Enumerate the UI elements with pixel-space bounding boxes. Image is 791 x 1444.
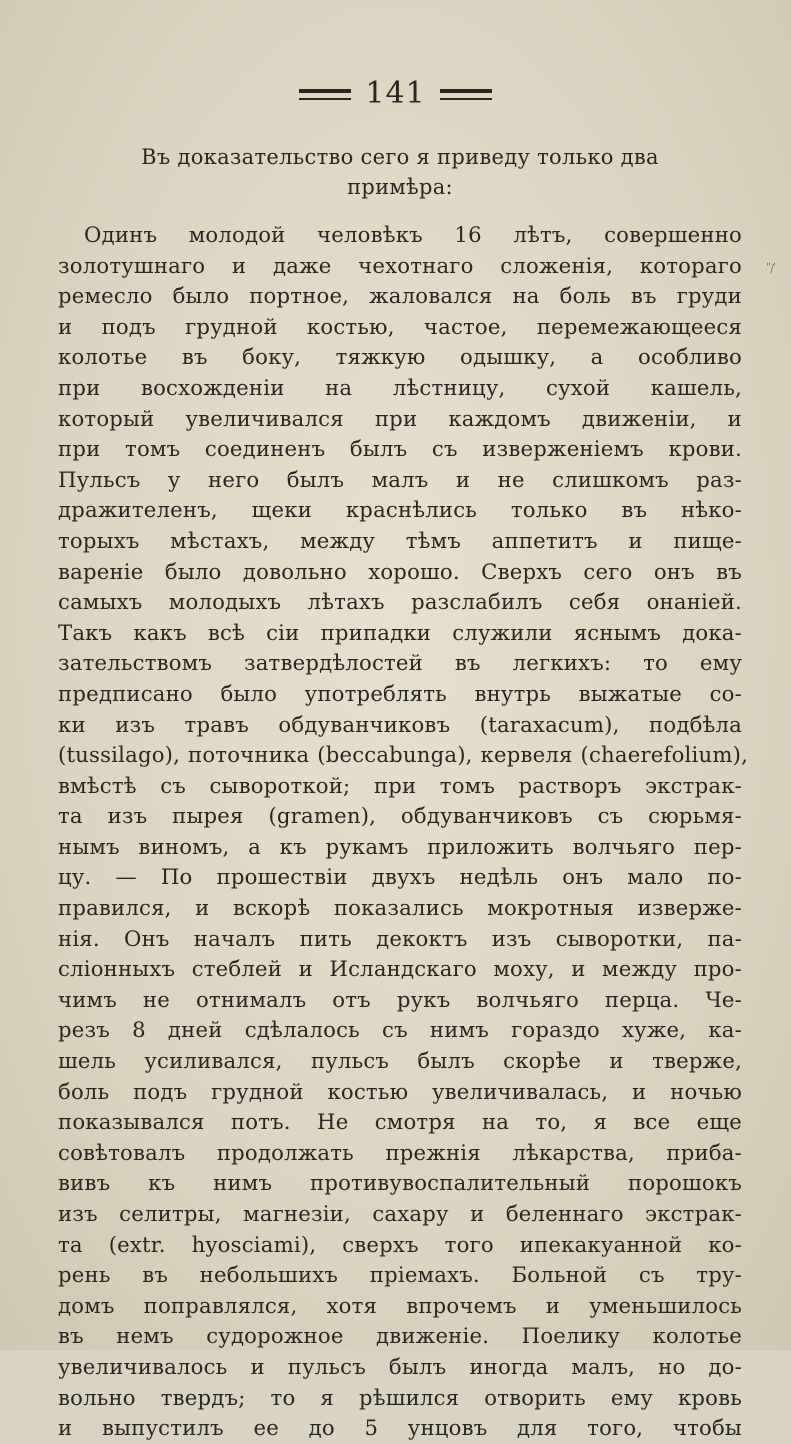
body-line: правился, и вскорѣ показались мокротныя изверже- <box>58 895 742 921</box>
body-line: предписано было употреблять внутрь выжатые со- <box>58 680 742 706</box>
body-paragraph <box>58 220 749 1444</box>
body-line: чимъ не отнималъ отъ рукъ волчьяго перца. Че- <box>58 986 742 1012</box>
body-line: вольно твердъ; то я рѣшился отворить ему кровь <box>58 1384 742 1410</box>
body-line: ки изъ травъ обдуванчиковъ (taraxacum), подбѣла <box>58 711 742 737</box>
body-line: и подъ грудной костью, частое, перемежающееся <box>58 313 742 339</box>
body-line: (tussilago), поточника (beccabunga), кервеля (chaerefolium), <box>58 742 749 768</box>
body-line: зательствомъ затвердѣлостей въ легкихъ: то ему <box>58 650 742 676</box>
page-number: 141 <box>365 76 426 111</box>
intro-line-2: примѣра: <box>347 175 453 199</box>
body-line: резъ 8 дней сдѣлалось съ нимъ гораздо хуже, ка- <box>58 1017 742 1043</box>
right-header-rule <box>440 89 492 100</box>
body-line: та изъ пырея (gramen), обдуванчиковъ съ сюрьмя- <box>58 803 742 829</box>
body-line: Одинъ молодой человѣкъ 16 лѣтъ, совершенно <box>84 222 742 247</box>
body-line: который увеличивался при каждомъ движеніи, и <box>58 405 742 431</box>
body-line: цу. — По прошествіи двухъ недѣль онъ мало по- <box>58 864 742 890</box>
body-line: показывался потъ. Не смотря на то, я все еще <box>58 1109 742 1135</box>
body-line: ремесло было портное, жаловался на боль въ груди <box>58 283 742 309</box>
body-line: изъ селитры, магнезіи, сахару и беленнаго экстрак- <box>58 1201 742 1226</box>
body-line: нія. Онъ началъ пить декоктъ изъ сыворотки, па- <box>58 925 742 951</box>
body-line: торыхъ мѣстахъ, между тѣмъ аппетитъ и пище- <box>58 527 742 553</box>
left-header-rule <box>299 89 351 100</box>
body-line: дражителенъ, щеки краснѣлись только въ нѣко- <box>58 497 742 523</box>
body-line: увеличивалось и пульсъ былъ иногда малъ, но до- <box>58 1353 742 1379</box>
body-line: рень въ небольшихъ пріемахъ. Больной съ тру- <box>58 1262 742 1288</box>
body-line: нымъ виномъ, а къ рукамъ приложить волчьяго пер- <box>58 833 742 859</box>
page-header <box>0 74 791 114</box>
intro-line-1: Въ доказательство сего я приведу только два <box>141 145 659 169</box>
body-line: вивъ къ нимъ противувоспалительный порошокъ <box>58 1170 742 1196</box>
body-line: совѣтовалъ продолжать прежнія лѣкарства, приба- <box>58 1139 742 1165</box>
intro-paragraph <box>80 142 720 202</box>
body-line: домъ поправлялся, хотя впрочемъ и уменьшилось <box>58 1292 742 1318</box>
body-line: Такъ какъ всѣ сіи припадки служили яснымъ дока- <box>58 619 742 645</box>
body-line: золотушнаго и даже чехотнаго сложенія, котораго <box>58 252 742 278</box>
body-line: въ немъ судорожное движеніе. Поелику колотье <box>58 1323 742 1349</box>
body-line: Пульсъ у него былъ малъ и не слишкомъ раз- <box>58 466 742 492</box>
body-line: сліонныхъ стеблей и Исландскаго моху, и между про- <box>58 956 742 982</box>
body-line: самыхъ молодыхъ лѣтахъ разслабилъ себя онаніей. <box>58 589 742 615</box>
body-line: вареніе было довольно хорошо. Сверхъ сего онъ въ <box>58 558 742 584</box>
body-line: шель усиливался, пульсъ былъ скорѣе и тверже, <box>58 1048 742 1074</box>
body-line: та (extr. hyosciami), сверхъ того ипекакуанной ко- <box>58 1231 742 1257</box>
body-line: при восхожденіи на лѣстницу, сухой кашель, <box>58 374 742 400</box>
body-line: и выпустилъ ее до 5 унцовъ для того, чтобы <box>58 1415 742 1441</box>
body-line: боль подъ грудной костью увеличивалась, и ночью <box>58 1078 742 1104</box>
body-line: вмѣстѣ съ сывороткой; при томъ растворъ экстрак- <box>58 772 742 798</box>
margin-mark: ʹʹ/ʹ <box>766 262 775 275</box>
body-line: при томъ соединенъ былъ съ изверженіемъ крови. <box>58 436 742 462</box>
body-line: колотье въ боку, тяжкую одышку, а особливо <box>58 344 742 370</box>
